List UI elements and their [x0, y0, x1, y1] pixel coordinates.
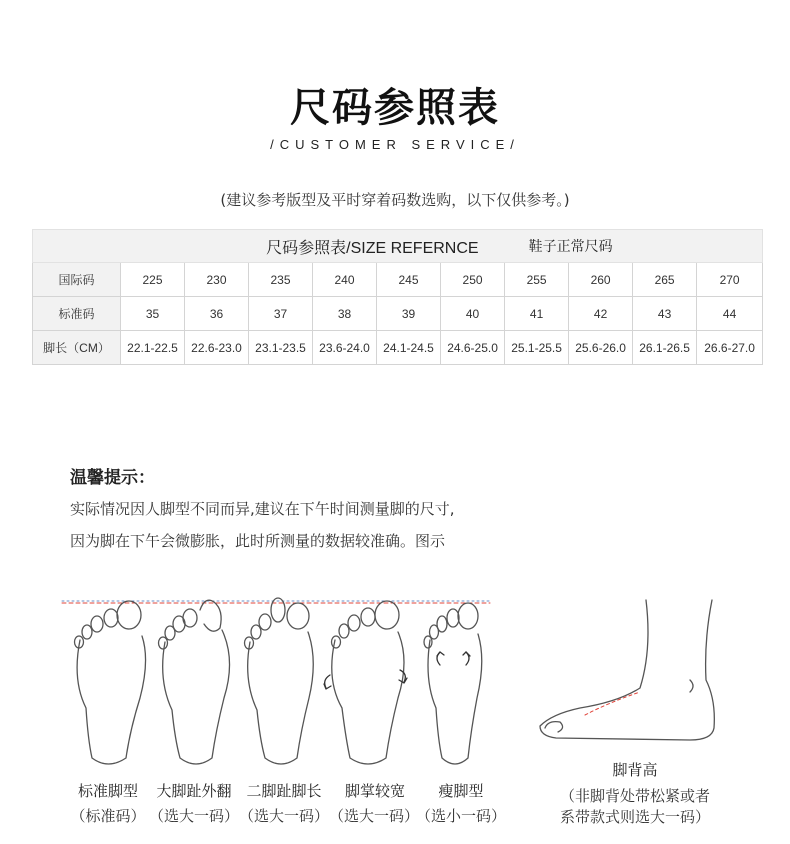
- bunion-foot-icon: [159, 600, 230, 764]
- table-cell: 255: [505, 263, 569, 297]
- foot-type-advice: （选大一码）: [148, 807, 239, 825]
- long-second-toe-foot-icon: [245, 598, 314, 764]
- table-row: [33, 331, 763, 365]
- foot-type-advice: （标准码）: [70, 807, 146, 825]
- table-cell: 35: [121, 297, 185, 331]
- table-cell: 43: [633, 297, 697, 331]
- table-cell: 230: [185, 263, 249, 297]
- table-cell: 41: [505, 297, 569, 331]
- row-label-foot-length: 脚长（CM）: [33, 331, 121, 365]
- table-cell: 39: [377, 297, 441, 331]
- table-cell: 22.6-23.0: [185, 331, 249, 365]
- size-table-header-row: [33, 230, 763, 263]
- table-cell: 265: [633, 263, 697, 297]
- tips-line: 实际情况因人脚型不同而异,建议在下午时间测量脚的尺寸,: [70, 500, 455, 518]
- table-cell: 260: [569, 263, 633, 297]
- table-cell: 22.1-22.5: [121, 331, 185, 365]
- instep-name: 脚背高: [612, 761, 658, 779]
- table-cell: 38: [313, 297, 377, 331]
- table-cell: 245: [377, 263, 441, 297]
- table-cell: 23.1-23.5: [249, 331, 313, 365]
- standard-foot-icon: [75, 601, 146, 764]
- table-cell: 235: [249, 263, 313, 297]
- table-cell: 25.6-26.0: [569, 331, 633, 365]
- table-cell: 240: [313, 263, 377, 297]
- tips-title: 温馨提示：: [70, 468, 155, 488]
- wide-foot-icon: [324, 601, 407, 764]
- instep-advice-line1: （非脚背处带松紧或者: [559, 787, 710, 805]
- size-table-header-side: [505, 230, 763, 263]
- size-table: [32, 229, 763, 365]
- foot-type-name: 瘦脚型: [438, 782, 484, 800]
- foot-type-name: 脚掌较宽: [344, 782, 405, 800]
- table-cell: 40: [441, 297, 505, 331]
- size-table-header-main: [33, 230, 505, 263]
- foot-type-advice: （选小一码）: [415, 807, 506, 825]
- size-table-title: 尺码参照表/SIZE REFERNCE: [266, 239, 479, 257]
- table-cell: 44: [697, 297, 763, 331]
- table-cell: 23.6-24.0: [313, 331, 377, 365]
- row-label-standard: 标准码: [33, 297, 121, 331]
- table-row: [33, 297, 763, 331]
- row-label-international: 国际码: [33, 263, 121, 297]
- table-row: [33, 263, 763, 297]
- high-instep-foot-icon: [540, 600, 714, 740]
- foot-type-advice: （选大一码）: [238, 807, 329, 825]
- table-cell: 37: [249, 297, 313, 331]
- table-cell: 36: [185, 297, 249, 331]
- size-table-side-title: 鞋子正常尺码: [528, 238, 613, 254]
- table-cell: 270: [697, 263, 763, 297]
- page-subtitle: /CUSTOMER SERVICE/: [270, 137, 520, 152]
- foot-type-name: 大脚趾外翻: [156, 782, 232, 800]
- foot-type-illustration: [0, 580, 790, 770]
- foot-type-advice: （选大一码）: [328, 807, 419, 825]
- tips-line: 因为脚在下午会微膨胀，此时所测量的数据较准确。图示: [70, 532, 446, 550]
- table-cell: 24.6-25.0: [441, 331, 505, 365]
- table-cell: 26.1-26.5: [633, 331, 697, 365]
- table-cell: 26.6-27.0: [697, 331, 763, 365]
- page-title: 尺码参照表: [290, 85, 500, 131]
- instep-advice-line2: 系带款式则选大一码）: [559, 808, 710, 826]
- foot-type-name: 二脚趾脚长: [246, 782, 322, 800]
- table-cell: 42: [569, 297, 633, 331]
- foot-type-name: 标准脚型: [77, 782, 138, 800]
- reference-note: (建议参考版型及平时穿着码数选购，以下仅供参考。): [220, 191, 570, 209]
- table-cell: 225: [121, 263, 185, 297]
- table-cell: 25.1-25.5: [505, 331, 569, 365]
- table-cell: 250: [441, 263, 505, 297]
- slim-foot-icon: [424, 603, 482, 764]
- table-cell: 24.1-24.5: [377, 331, 441, 365]
